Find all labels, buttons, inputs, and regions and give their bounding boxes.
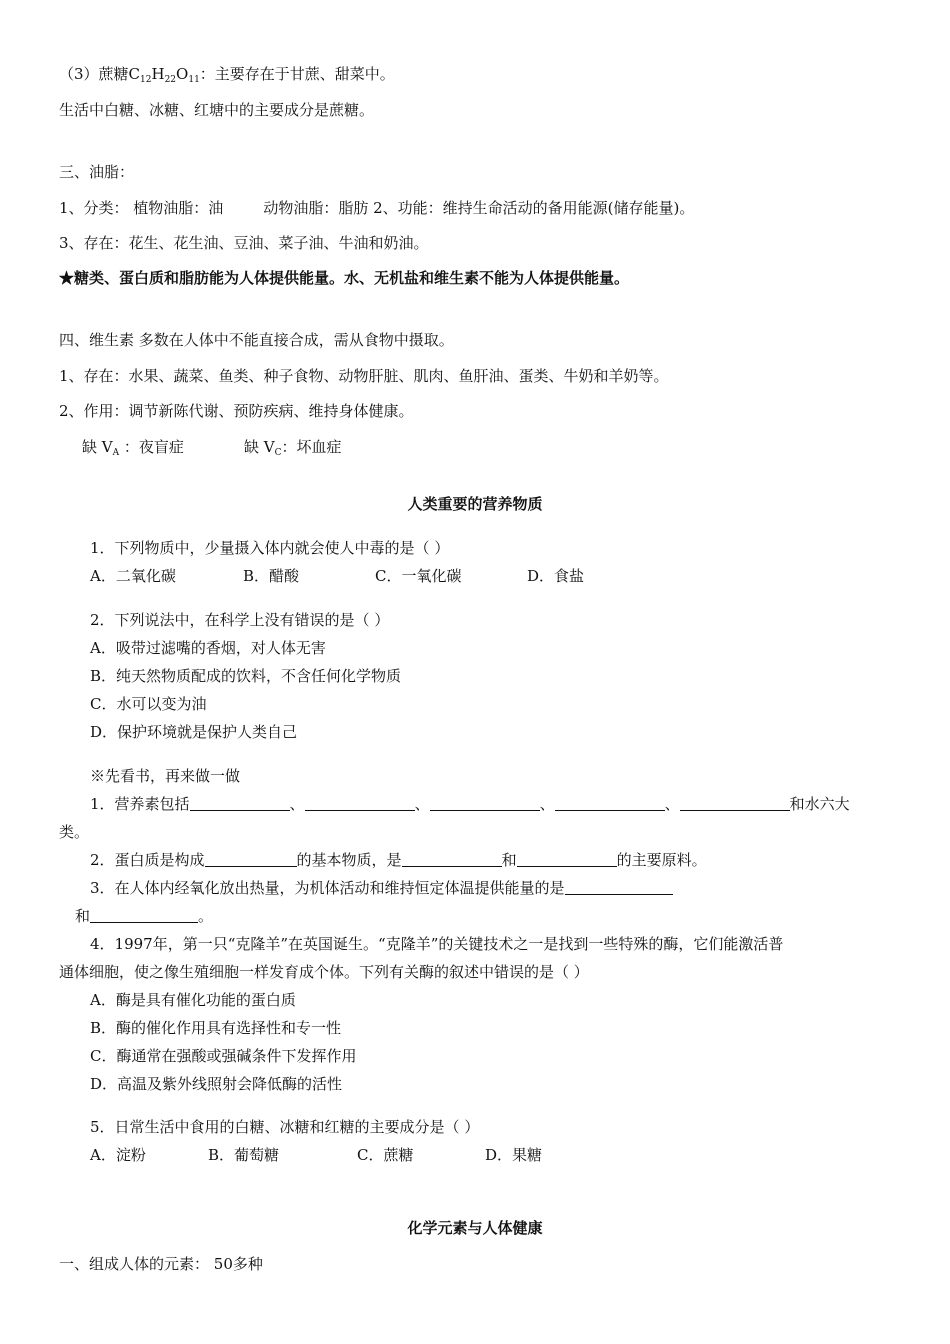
fill3-suffix2: 。 [198,907,214,925]
fill1-blank-1[interactable] [190,796,290,811]
q4-option-a: A．酶是具有催化功能的蛋白质 [90,991,296,1009]
vitamin-a-deficiency [82,437,184,463]
vc-prefix: 缺 V [244,438,275,456]
sucrose-prefix: （3）蔗糖 [59,65,129,83]
fill2-prefix: 2．蛋白质是构成 [90,851,205,869]
fill3-prefix2: 和 [75,907,91,925]
formula-o: O [176,65,189,83]
fill2-blank-1[interactable] [205,852,297,867]
q1-option-b: B．醋酸 [243,567,300,585]
q2-option-b: B．纯天然物质配成的饮料，不含任何化学物质 [90,667,402,685]
section-title-nutrients: 人类重要的营养物质 [407,495,543,513]
q5-option-b: B．葡萄糖 [208,1146,280,1164]
vitamin-c-deficiency [244,437,342,463]
star-note: ★糖类、蛋白质和脂肪能为人体提供能量。水、无机盐和维生素不能为人体提供能量。 [59,269,630,287]
fill1-suffix: 和水六大 [789,795,850,813]
formula-c-sub: 12 [140,75,152,85]
fill1-sep-3: 、 [539,795,555,813]
fill3-blank-2[interactable] [90,908,198,923]
sucrose-line [59,64,395,90]
fill2-suffix: 的主要原料。 [616,851,707,869]
fill1-line [90,794,850,814]
read-first-note: ※先看书，再来做一做 [90,767,241,785]
va-prefix: 缺 V [82,438,113,456]
vitamin-existence-line: 1、存在：水果、蔬菜、鱼类、种子食物、动物肝脏、肌肉、鱼肝油、蛋类、牛奶和羊奶等。 [59,367,669,385]
fill2-mid-1: 的基本物质，是 [296,851,402,869]
q4-option-d: D．高温及紫外线照射会降低酶的活性 [90,1075,343,1093]
oil-classification-line [59,198,694,218]
fill2-blank-3[interactable] [517,852,617,867]
q4-option-b: B．酶的催化作用具有选择性和专一性 [90,1019,342,1037]
fill1-blank-3[interactable] [430,796,540,811]
oil-classification-plant: 1、分类： 植物油脂：油 [59,199,224,217]
q1-option-c: C．一氧化碳 [375,567,462,585]
fill3-line1 [90,878,673,898]
vitamin-heading: 四、维生素 多数在人体中不能直接合成，需从食物中摄取。 [59,331,454,349]
fill3-blank-1[interactable] [565,880,673,895]
va-text: ：夜盲症 [119,438,184,456]
elements-line: 一、组成人体的元素： 50多种 [59,1255,263,1273]
sucrose-suffix: ：主要存在于甘蔗、甜菜中。 [199,65,395,83]
q5-stem: 5．日常生活中食用的白糖、冰糖和红糖的主要成分是（ ） [90,1118,480,1136]
q2-option-d: D．保护环境就是保护人类自己 [90,723,298,741]
fill2-line [90,850,707,870]
fill2-mid-2: 和 [501,851,517,869]
q4-option-c: C．酶通常在强酸或强碱条件下发挥作用 [90,1047,357,1065]
q1-option-d: D．食盐 [527,567,585,585]
fill1-continuation: 类。 [59,823,90,841]
vitamin-function-line: 2、作用：调节新陈代谢、预防疾病、维持身体健康。 [59,402,414,420]
fill3-line2 [75,906,213,926]
fill2-blank-2[interactable] [402,852,502,867]
vc-sub: C [274,448,282,458]
q5-option-a: A．淀粉 [90,1146,146,1164]
vc-text: ：坏血症 [281,438,342,456]
q1-option-a: A．二氧化碳 [90,567,176,585]
va-sub: A [112,448,120,458]
oil-classification-animal-function: 动物油脂：脂肪 2、功能：维持生命活动的备用能源(储存能量)。 [263,199,695,217]
q1-stem: 1．下列物质中，少量摄入体内就会使人中毒的是（ ） [90,539,450,557]
fill3-text: 3．在人体内经氧化放出热量，为机体活动和维持恒定体温提供能量的是 [90,879,565,897]
oil-existence-line: 3、存在：花生、花生油、豆油、菜子油、牛油和奶油。 [59,234,429,252]
q5-option-c: C．蔗糖 [357,1146,414,1164]
fill1-sep-1: 、 [289,795,305,813]
fill1-blank-5[interactable] [680,796,790,811]
fill1-blank-2[interactable] [305,796,415,811]
q2-stem: 2．下列说法中，在科学上没有错误的是（ ） [90,611,390,629]
fill1-sep-4: 、 [664,795,680,813]
formula-h-sub: 22 [164,75,177,85]
fill1-prefix: 1．营养素包括 [90,795,190,813]
fill1-sep-2: 、 [414,795,430,813]
formula-c: C [128,65,141,83]
q4-line1: 4．1997年，第一只“克隆羊”在英国诞生。“克隆羊”的关键技术之一是找到一些特殊的酶，它们能激活普 [90,935,784,953]
sucrose-note: 生活中白糖、冰糖、红塘中的主要成分是蔗糖。 [59,101,375,119]
fill1-blank-4[interactable] [555,796,665,811]
oil-heading: 三、油脂： [59,163,135,181]
formula-h: H [151,65,165,83]
q2-option-c: C．水可以变为油 [90,695,207,713]
q5-option-d: D．果糖 [485,1146,543,1164]
q4-line2: 通体细胞，使之像生殖细胞一样发育成个体。下列有关酶的叙述中错误的是（ ） [59,963,589,981]
section-title-elements: 化学元素与人体健康 [407,1219,543,1237]
formula-o-sub: 11 [188,75,200,85]
q2-option-a: A．吸带过滤嘴的香烟，对人体无害 [90,639,326,657]
